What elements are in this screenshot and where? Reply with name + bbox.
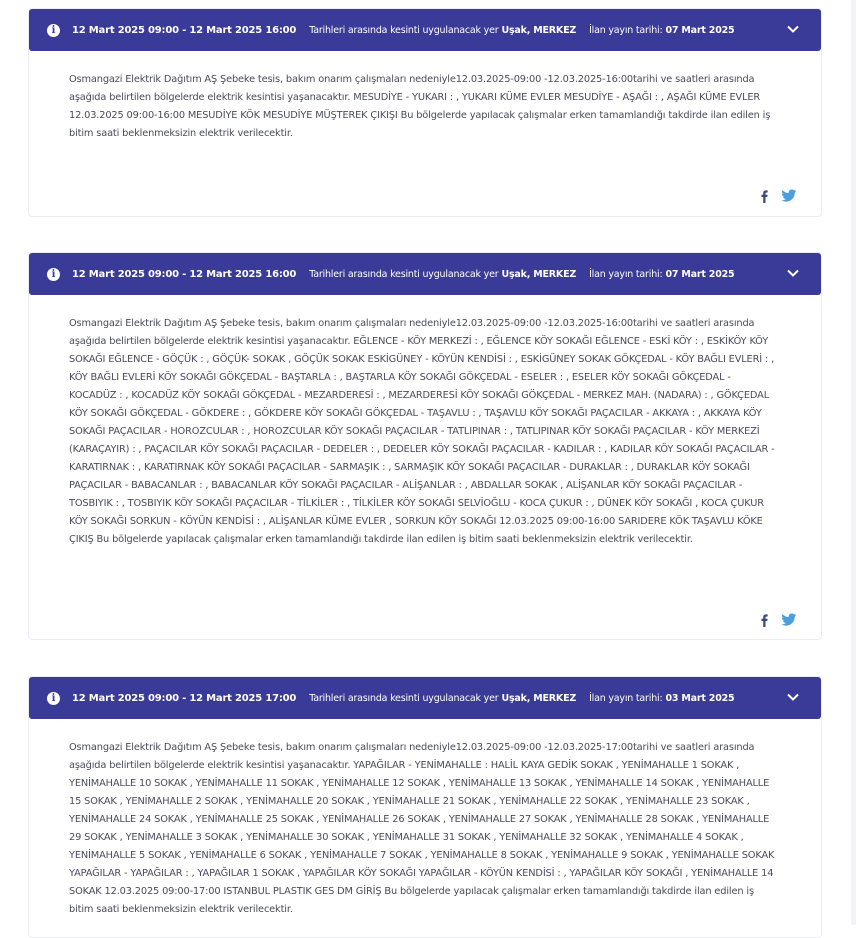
outage-card xyxy=(28,252,822,640)
twitter-icon[interactable] xyxy=(781,613,797,627)
published-date: 07 Mart 2025 xyxy=(665,268,735,280)
outage-description: Osmangazi Elektrik Dağıtım AŞ Şebeke tesis, bakım onarım çalışmaları nedeniyle12.03.2025-09:00 -12.03.2025-16:00tarihi ve saatleri arasında aşağıda belirtilen bölgelerde elektrik kesintisi yaşanacaktır. EĞLENCE - KÖY MERKEZİ : , EĞLENCE KÖY SOKAĞI EĞLENCE - ESKİ KÖY : , ESKİKÖY KÖY SOKAĞI EĞLENCE - GÖÇÜK : , GÖÇÜK- SOKAK , GÖÇÜK SOKAK ESKİGÜNEY - KÖYÜN KENDİSİ : , ESKİGÜNEY SOKAK GÖKÇEDAL - KÖY BAĞLI EVLERİ : , KÖY BAĞLI EVLERİ KÖY SOKAĞI GÖKÇEDAL - BAŞTARLA : , BAŞTARLA KÖY SOKAĞI GÖKÇEDAL - ESELER : , ESELER KÖY SOKAĞI GÖKÇEDAL - KOCADÜZ : , KOCADÜZ KÖY SOKAĞI GÖKÇEDAL - MEZARDERESİ : , MEZARDERESİ KÖY SOKAĞI GÖKÇEDAL - MERKEZ MAH. (NADARA) : , GÖKÇEDAL KÖY SOKAĞI GÖKÇEDAL - GÖKDERE : , GÖKDERE KÖY SOKAĞI GÖKÇEDAL - TAŞAVLU : , TAŞAVLU KÖY SOKAĞI PAÇACILAR - AKKAYA : , AKKAYA KÖY SOKAĞI PAÇACILAR - HOROZCULAR : , HOROZCULAR KÖY SOKAĞI PAÇACILAR - TATLIPINAR : , TATLIPINAR KÖY SOKAĞI PAÇACILAR - KÖY MERKEZİ (KARAÇAYIR) : , PAÇACILAR KÖY SOKAĞI PAÇACILAR - DEDELER : , DEDELER KÖY SOKAĞI PAÇACILAR - KADILAR : , KADILAR KÖY SOKAĞI PAÇACILAR - KARATIRNAK : , KARATIRNAK KÖY SOKAĞI PAÇACILAR - SARMAŞIK : , SARMAŞIK KÖY SOKAĞI PAÇACILAR - DURAKLAR : , DURAKLAR KÖY SOKAĞI PAÇACILAR - BABACANLAR : , BABACANLAR KÖY SOKAĞI PAÇACILAR - ALİŞANLAR : , ABDALLAR SOKAK , ALİŞANLAR KÖY SOKAĞI PAÇACILAR - TOSBIYIK : , TOSBIYIK KÖY SOKAĞI PAÇACILAR - TİLKİLER : , TİLKİLER KÖY SOKAĞI SELVİOĞLU - KOCA ÇUKUR : , DÜNEK KÖY SOKAĞI , KOCA ÇUKUR KÖY SOKAĞI SORKUN - KÖYÜN KENDİSİ : , ALİŞANLAR KÜME EVLER , SORKUN KÖY SOKAĞI 12.03.2025 09:00-16:00 SARIDERE KÖK TAŞAVLU KÖKE ÇIKIŞ Bu bölgelerde yapılacak çalışmalar erken tamamlandığı takdirde ilan edilen iş bitim saati beklenmeksizin elektrik verilecektir. xyxy=(69,318,775,545)
published-date: 03 Mart 2025 xyxy=(665,692,735,704)
facebook-icon[interactable] xyxy=(759,613,769,627)
info-icon: i xyxy=(47,24,60,37)
published-date: 07 Mart 2025 xyxy=(665,24,735,36)
outage-location-label: Tarihleri arasında kesinti uygulanacak yer xyxy=(309,692,499,704)
outage-date-range: 12 Mart 2025 09:00 - 12 Mart 2025 16:00 xyxy=(72,268,297,280)
outage-card-header[interactable] xyxy=(29,677,821,719)
outage-description: Osmangazi Elektrik Dağıtım AŞ Şebeke tesis, bakım onarım çalışmaları nedeniyle12.03.2025-09:00 -12.03.2025-16:00tarihi ve saatleri arasında aşağıda belirtilen bölgelerde elektrik kesintisi yaşanacaktır. MESUDİYE - YUKARI : , YUKARI KÜME EVLER MESUDİYE - AŞAĞI : , AŞAĞI KÜME EVLER 12.03.2025 09:00-16:00 MESUDİYE KÖK MESUDİYE MÜŞTEREK ÇIKIŞI Bu bölgelerde yapılacak çalışmalar erken tamamlandığı takdirde ilan edilen iş bitim saati beklenmeksizin elektrik verilecektir. xyxy=(69,74,771,139)
outage-date-range: 12 Mart 2025 09:00 - 12 Mart 2025 17:00 xyxy=(72,692,297,704)
scrollbar[interactable] xyxy=(851,0,856,925)
outage-location: Uşak, MERKEZ xyxy=(501,24,577,36)
outage-location: Uşak, MERKEZ xyxy=(501,268,577,280)
info-icon: i xyxy=(47,692,60,705)
outage-location: Uşak, MERKEZ xyxy=(501,692,577,704)
share-links xyxy=(759,189,799,203)
twitter-icon[interactable] xyxy=(781,189,797,203)
outage-card-header[interactable] xyxy=(29,9,821,51)
published-label: İlan yayın tarihi: xyxy=(589,24,663,36)
published-label: İlan yayın tarihi: xyxy=(589,692,663,704)
outage-location-label: Tarihleri arasında kesinti uygulanacak yer xyxy=(309,24,499,36)
published-label: İlan yayın tarihi: xyxy=(589,268,663,280)
chevron-down-icon[interactable] xyxy=(785,21,801,37)
outage-location-label: Tarihleri arasında kesinti uygulanacak yer xyxy=(309,268,499,280)
chevron-down-icon[interactable] xyxy=(785,689,801,705)
share-links xyxy=(759,613,799,627)
chevron-down-icon[interactable] xyxy=(785,265,801,281)
outage-date-range: 12 Mart 2025 09:00 - 12 Mart 2025 16:00 xyxy=(72,24,297,36)
outage-card xyxy=(28,676,822,938)
outage-card xyxy=(28,8,822,217)
facebook-icon[interactable] xyxy=(759,189,769,203)
outage-description: Osmangazi Elektrik Dağıtım AŞ Şebeke tesis, bakım onarım çalışmaları nedeniyle12.03.2025-09:00 -12.03.2025-17:00tarihi ve saatleri arasında aşağıda belirtilen bölgelerde elektrik kesintisi yaşanacaktır. YAPAĞILAR - YENİMAHALLE : HALİL KAYA GEDİK SOKAK , YENİMAHALLE 1 SOKAK , YENİMAHALLE 10 SOKAK , YENİMAHALLE 11 SOKAK , YENİMAHALLE 12 SOKAK , YENİMAHALLE 13 SOKAK , YENİMAHALLE 14 SOKAK , YENİMAHALLE 15 SOKAK , YENİMAHALLE 2 SOKAK , YENİMAHALLE 20 SOKAK , YENİMAHALLE 21 SOKAK , YENİMAHALLE 22 SOKAK , YENİMAHALLE 23 SOKAK , YENİMAHALLE 24 SOKAK , YENİMAHALLE 25 SOKAK , YENİMAHALLE 26 SOKAK , YENİMAHALLE 27 SOKAK , YENİMAHALLE 28 SOKAK , YENİMAHALLE 29 SOKAK , YENİMAHALLE 3 SOKAK , YENİMAHALLE 30 SOKAK , YENİMAHALLE 31 SOKAK , YENİMAHALLE 32 SOKAK , YENİMAHALLE 4 SOKAK , YENİMAHALLE 5 SOKAK , YENİMAHALLE 6 SOKAK , YENİMAHALLE 7 SOKAK , YENİMAHALLE 8 SOKAK , YENİMAHALLE 9 SOKAK , YENİMAHALLE SOKAK YAPAĞILAR - YAPAĞILAR : , YAPAĞILAR 1 SOKAK , YAPAĞILAR KÖY SOKAĞI YAPAĞILAR - KÖYÜN KENDİSİ : , YAPAĞILAR KÖY SOKAĞI , YENİMAHALLE 14 SOKAK 12.03.2025 09:00-17:00 ISTANBUL PLASTIK GES DM GİRİŞ Bu bölgelerde yapılacak çalışmalar erken tamamlandığı takdirde ilan edilen iş bitim saati beklenmeksizin elektrik verilecektir. xyxy=(69,742,775,915)
outage-card-header[interactable] xyxy=(29,253,821,295)
info-icon: i xyxy=(47,268,60,281)
